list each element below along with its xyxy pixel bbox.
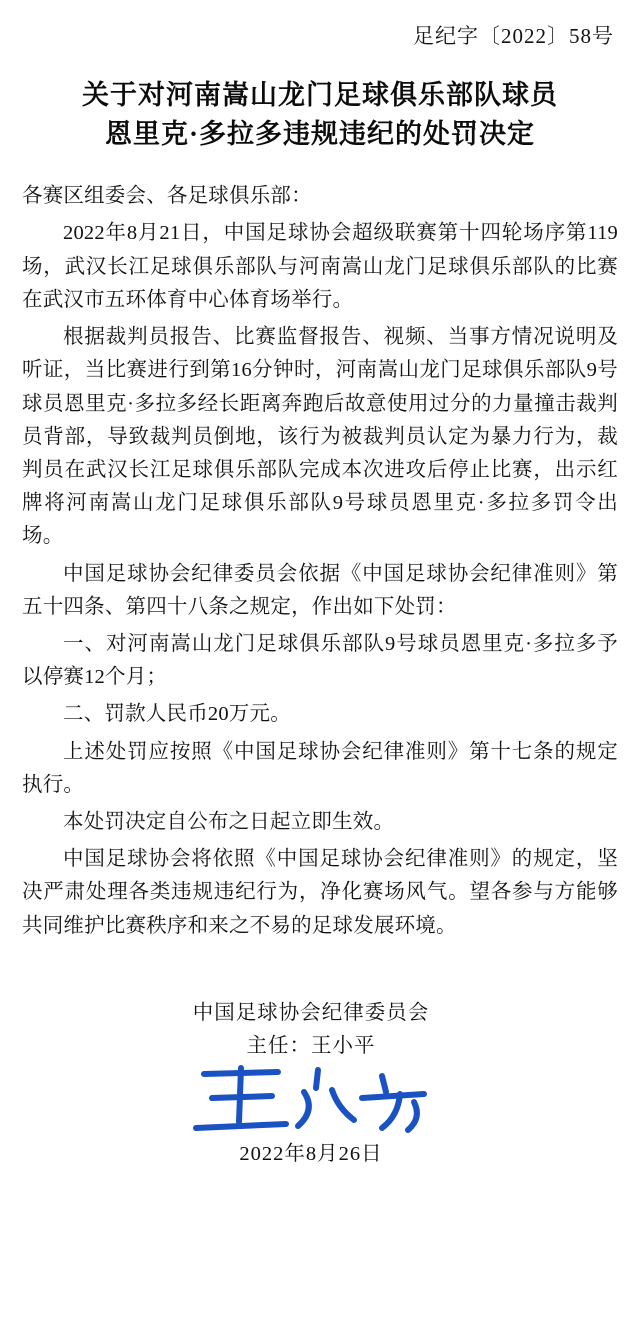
document-number: 足纪字〔2022〕58号 xyxy=(413,24,614,48)
title-line-1: 关于对河南嵩山龙门足球俱乐部队球员 xyxy=(82,80,558,110)
paragraph-3: 中国足球协会纪律委员会依据《中国足球协会纪律准则》第五十四条、第四十八条之规定，作出如下处罚： xyxy=(22,562,618,618)
paragraph-5: 二、罚款人民币20万元。 xyxy=(63,703,291,726)
signature-date: 2022年8月26日 xyxy=(239,1143,383,1166)
handwritten-signature xyxy=(22,1062,600,1136)
paragraph-2: 根据裁判员报告、比赛监督报告、视频、当事方情况说明及听证，当比赛进行到第16分钟时，河南嵩山龙门足球俱乐部队9号球员恩里克·多拉多经长距离奔跑后故意使用过分的力量撞击裁判员背部，导致裁判员倒地，该行为被裁判员认定为暴力行为，裁判员在武汉长江足球俱乐部队完成本次进攻后停止比赛，出示红牌将河南嵩山龙门足球俱乐部队9号球员恩里克·多拉多罚令出场。 xyxy=(22,326,618,548)
signature-block xyxy=(22,997,618,1167)
salutation: 各赛区组委会、各足球俱乐部： xyxy=(22,185,312,208)
document-body xyxy=(22,180,618,942)
title-line-2: 恩里克·多拉多违规违纪的处罚决定 xyxy=(104,119,535,150)
paragraph-7: 本处罚决定自公布之日起立即生效。 xyxy=(63,810,395,833)
paragraph-4: 一、对河南嵩山龙门足球俱乐部队9号球员恩里克·多拉多予以停赛12个月； xyxy=(22,632,618,689)
paragraph-8: 中国足球协会将依照《中国足球协会纪律准则》的规定，坚决严肃处理各类违规违纪行为，净化赛场风气。望各参与方能够共同维护比赛秩序和来之不易的足球发展环境。 xyxy=(22,848,618,937)
signing-organization: 中国足球协会纪律委员会 xyxy=(192,1001,430,1024)
document-title xyxy=(28,76,612,154)
signing-person: 主任：王小平 xyxy=(246,1034,376,1057)
paragraph-1: 2022年8月21日，中国足球协会超级联赛第十四轮场序第119场，武汉长江足球俱乐部队与河南嵩山龙门足球俱乐部队的比赛在武汉市五环体育中心体育场举行。 xyxy=(22,222,618,311)
paragraph-6: 上述处罚应按照《中国足球协会纪律准则》第十七条的规定执行。 xyxy=(22,740,618,796)
